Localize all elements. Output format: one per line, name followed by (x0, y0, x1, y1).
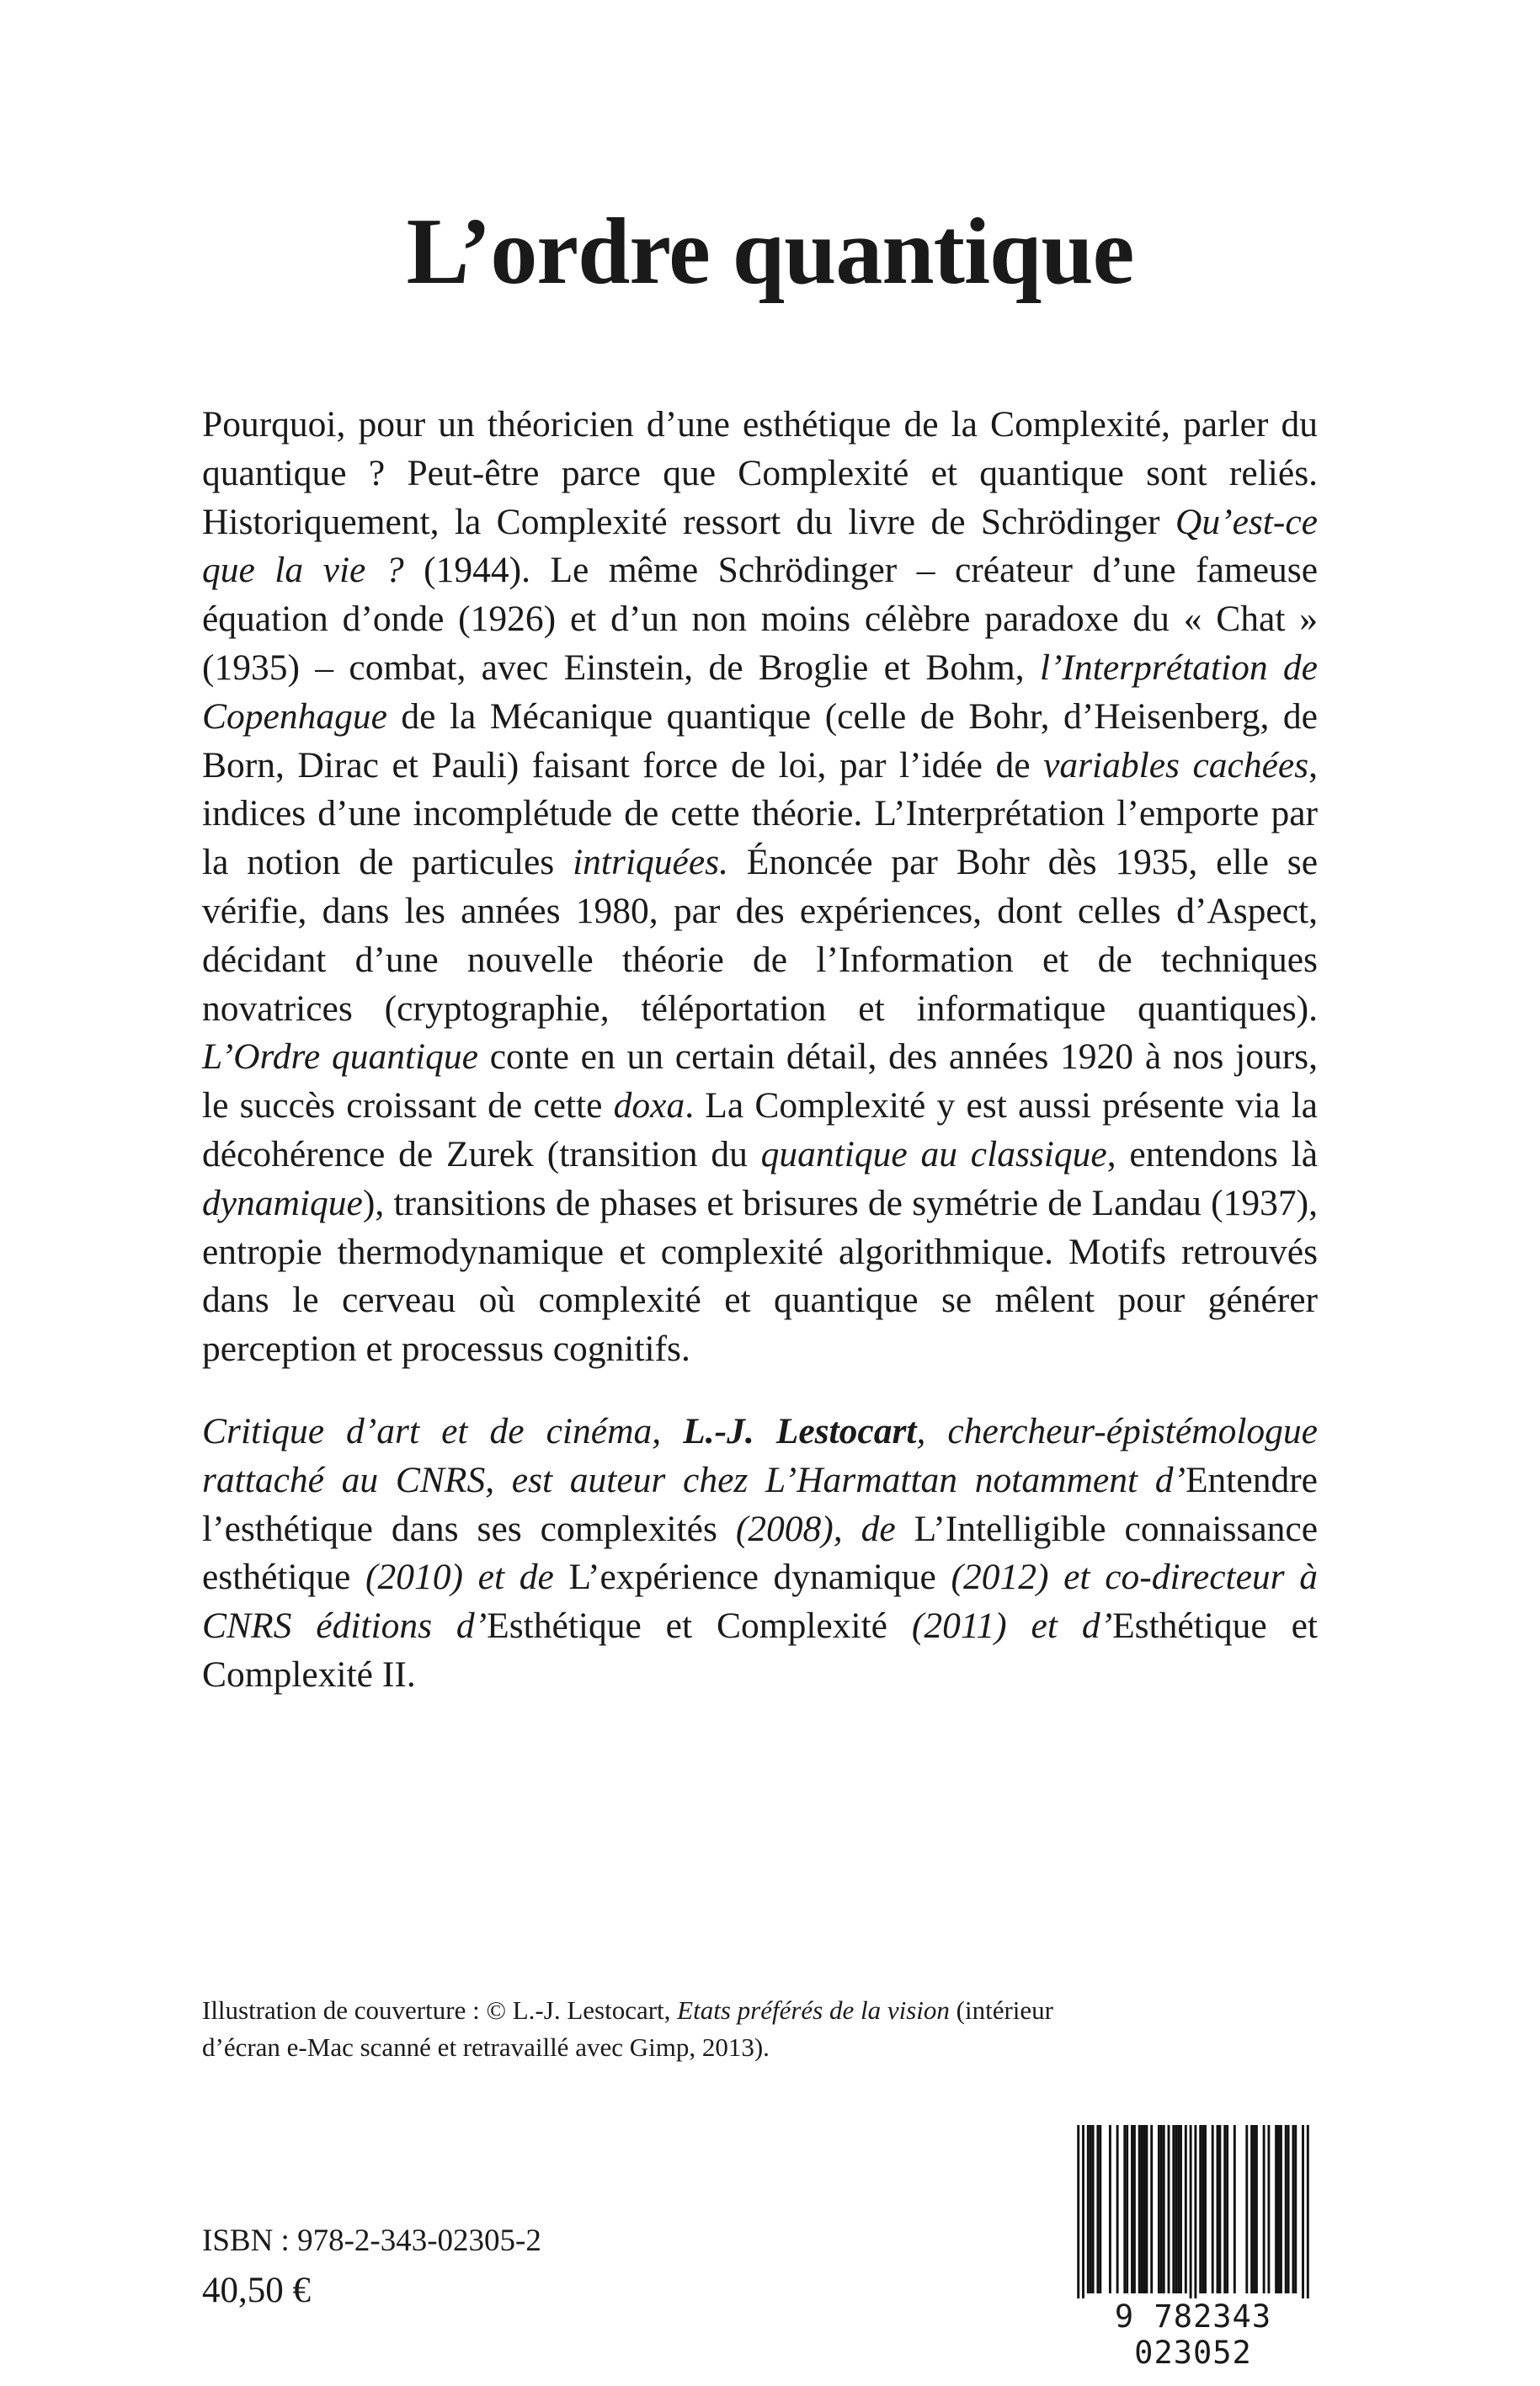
summary-text: ), transitions de phases et brisures de symétrie de Landau (1937), entropie thermodynamique et complexité algorithmique. Motifs retrouvés dans le cerveau où complexité et quantique se mêlent pour générer perception et processus cognitifs. (202, 1182, 1318, 1370)
barcode-bar (1204, 2125, 1207, 2293)
cover-illustration-credit (202, 1992, 1128, 2066)
barcode-bar (1177, 2125, 1180, 2293)
barcode-bar (1263, 2125, 1266, 2293)
barcode-bar (1158, 2125, 1160, 2293)
barcode-bar (1087, 2125, 1090, 2293)
summary-italic-text: doxa (613, 1085, 685, 1126)
barcode-bar (1253, 2125, 1255, 2293)
credit-work-title: Etats préférés de la vision (677, 1995, 950, 2025)
barcode-bar (1190, 2125, 1192, 2302)
summary-text: de la Mécanique quantique (celle de Bohr, d’Heisenberg, de Born, Dirac et Pauli) faisant force de loi, par l’idée de (202, 695, 1318, 786)
barcode-bar (1250, 2125, 1253, 2293)
barcode-bar (1194, 2125, 1196, 2302)
bio-book-title: L’Intelligible connaissance esthétique (202, 1508, 1318, 1598)
barcode-bar (1175, 2125, 1177, 2293)
price: 40,50 € (202, 2271, 311, 2310)
summary-text: Énoncée par Bohr dès 1935, elle se vérifie, dans les années 1980, par des expériences, dont celles d’Aspect, décidant d’une nouvelle théorie de l’Information et de techniques novatrices (cryptographie, téléportation et informatique quantiques). (202, 842, 1319, 1029)
book-title: L’ordre quantique (406, 200, 1134, 304)
barcode-bar (1234, 2125, 1236, 2293)
bio-book-title: Esthétique et Complexité II. (202, 1606, 1319, 1695)
isbn-number: ISBN : 978-2-343-02305-2 (202, 2224, 541, 2258)
barcode-bar (1082, 2125, 1084, 2302)
bio-italic-text: (2010) et de (350, 1557, 569, 1598)
bio-book-title: L’expérience dynamique (568, 1557, 936, 1598)
barcode-bar (1280, 2125, 1282, 2293)
barcode-bar (1292, 2125, 1294, 2293)
bio-italic-text: (2011) et d’ (887, 1606, 1113, 1647)
summary-text: conte en un certain détail, des années 1920 à nos jours, le succès croissant de cette (202, 1036, 1318, 1126)
summary-text: , entendons là (1106, 1133, 1318, 1174)
bio-italic-text: (2008), de (717, 1508, 914, 1549)
barcode-bar (1138, 2125, 1141, 2293)
barcode-bar (1285, 2125, 1287, 2293)
barcode-bar (1096, 2125, 1099, 2293)
barcode-bar (1133, 2125, 1136, 2293)
summary-italic-text: intriquées. (573, 842, 728, 883)
barcode-bar (1245, 2125, 1248, 2293)
summary-text: . La Complexité y est aussi présente via la décohérence de Zurek (transition du (202, 1085, 1318, 1174)
barcode-bar (1090, 2125, 1092, 2293)
summary-text: (1944). Le même Schrödinger – créateur d’une fameuse équation d’onde (1926) et d’un non moins célèbre paradoxe du « Chat » (1935) – combat, avec Einstein, de Broglie et Bohm, (202, 550, 1318, 688)
barcode-bars (1063, 2125, 1324, 2302)
barcode-bar (1163, 2125, 1165, 2293)
isbn-barcode (1063, 2125, 1324, 2371)
bio-book-title: Esthétique et Complexité (487, 1606, 887, 1647)
bio-italic-text: Critique d’art et de cinéma, (202, 1411, 684, 1451)
bio-italic-text: (2012) et co-directeur à CNRS éditions d’ (202, 1557, 1318, 1647)
barcode-bar (1123, 2125, 1126, 2293)
summary-italic-text: dynamique (202, 1182, 363, 1223)
barcode-bar (1126, 2125, 1128, 2293)
barcode-bar (1168, 2125, 1170, 2293)
barcode-bar (1199, 2125, 1202, 2293)
credit-suffix: (intérieur d’écran e-Mac scanné et retravaillé avec Gimp, 2013). (202, 1995, 1053, 2062)
barcode-bar (1267, 2125, 1270, 2293)
barcode-bar (1287, 2125, 1290, 2293)
author-bio (202, 1408, 1318, 1700)
barcode-bar (1275, 2125, 1277, 2293)
barcode-bar (1226, 2125, 1228, 2293)
summary-text: Pourquoi, pour un théoricien d’une esthétique de la Complexité, parler du quantique ? Peut-être parce que Complexité et quantique sont reliés. Historiquement, la Complexité ressort du livre de Schrödinger (202, 404, 1318, 542)
barcode-bar (1077, 2125, 1079, 2302)
summary-italic-text: L’Ordre quantique (202, 1036, 478, 1078)
barcode-bar (1223, 2125, 1226, 2293)
barcode-bar (1145, 2125, 1148, 2293)
summary-italic-text: variables cachées (1043, 744, 1309, 786)
barcode-bar (1172, 2125, 1175, 2293)
barcode-bar (1109, 2125, 1111, 2293)
barcode-bar (1217, 2125, 1219, 2293)
barcode-bar (1185, 2125, 1187, 2293)
summary-italic-text: Qu’est-ce que la vie ? (202, 501, 1318, 591)
summary-text: , indices d’une incomplétude de cette théorie. L’Interprétation l’emporte par la notion de particules (202, 744, 1318, 883)
barcode-bar (1255, 2125, 1258, 2293)
barcode-bar (1116, 2125, 1119, 2293)
barcode-bar (1218, 2125, 1221, 2293)
barcode-bar (1143, 2125, 1146, 2293)
barcode-bar (1141, 2125, 1143, 2293)
barcode-bar (1307, 2125, 1309, 2302)
barcode-bar (1092, 2125, 1095, 2293)
barcode-bar (1212, 2125, 1214, 2293)
bio-book-title: Entendre l’esthétique dans ses complexités (202, 1459, 1318, 1549)
credit-prefix: Illustration de couverture : © L.-J. Lestocart, (202, 1995, 678, 2025)
summary-italic-text: quantique au classique (760, 1133, 1107, 1174)
bio-italic-text: , chercheur-épistémologue rattaché au CNRS, est auteur chez L’Harmattan notamment d’ (202, 1411, 1318, 1500)
barcode-bar (1131, 2125, 1133, 2293)
barcode-bar (1294, 2125, 1297, 2293)
barcode-bar (1277, 2125, 1280, 2293)
barcode-bar (1202, 2125, 1204, 2293)
barcode-bar (1180, 2125, 1182, 2293)
summary-italic-text: l’Interprétation de Copenhague (202, 647, 1318, 737)
author-name: L.-J. Lestocart (683, 1411, 917, 1451)
barcode-bar (1099, 2125, 1101, 2293)
barcode-bar (1160, 2125, 1163, 2293)
summary-paragraph (202, 401, 1318, 1374)
barcode-bar (1302, 2125, 1304, 2302)
barcode-bar (1150, 2125, 1153, 2293)
barcode-digits: 9 782343 023052 (1063, 2298, 1324, 2371)
